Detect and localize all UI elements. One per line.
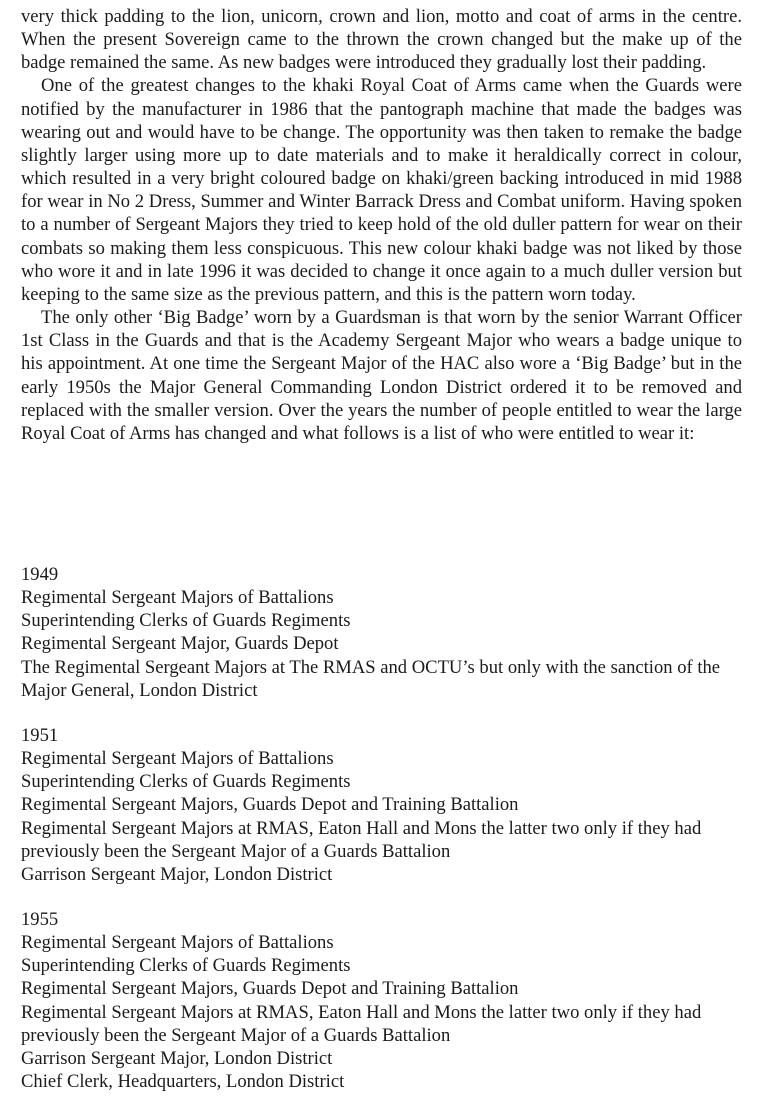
list-item: The Regimental Sergeant Majors at The RMAS and OCTU’s but only with the sanction of the Major General, London District [21, 656, 721, 701]
list-item: Garrison Sergeant Major, London District [21, 1047, 333, 1069]
list-item: Regimental Sergeant Majors of Battalions [21, 748, 334, 770]
list-section-1951 [21, 724, 742, 886]
paragraph-khaki-changes: One of the greatest changes to the khaki Royal Coat of Arms came when the Guards were notified by the manufacturer in 1986 that the pantograph machine that made the badges was wearing out and would have to be change. The opportunity was then taken to remake the badge slightly larger using more up to date materials and to make it heraldically correct in colour, which resulted in a very bright coloured badge on khaki/green backing introduced in mid 1988 for wear in No 2 Dress, Summer and Winter Barrack Dress and Combat uniform. Having spoken to a number of Sergeant Majors they tried to keep hold of the old duller pattern for wear on their combats so making them less conspicuous. This new colour khaki badge was not liked by those who wore it and in late 1996 it was decided to change it once again to a much duller version but keeping to the same size as the previous pattern, and this is the pattern worn today. [21, 75, 742, 305]
paragraph-big-badge: The only other ‘Big Badge’ worn by a Guardsman is that worn by the senior Warrant Officer 1st Class in the Guards and that is the Academy Sergeant Major who wears a badge unique to his appointment. At one time the Sergeant Major of the HAC also wore a ‘Big Badge’ but in the early 1950s the Major General Commanding London District ordered it to be removed and replaced with the smaller version. Over the years the number of people entitled to wear the large Royal Coat of Arms has changed and what follows is a list of who were entitled to wear it: [21, 307, 742, 444]
list-item: Regimental Sergeant Majors of Battalions [21, 932, 334, 954]
list-year-1949: 1949 [21, 564, 59, 585]
list-year-1955: 1955 [21, 909, 59, 930]
list-year-1951: 1951 [21, 725, 59, 746]
list-item: Regimental Sergeant Majors, Guards Depot and Training Battalion [21, 978, 519, 1000]
body-text [21, 5, 742, 445]
list-item: Superintending Clerks of Guards Regiments [21, 610, 351, 632]
list-item: Regimental Sergeant Majors at RMAS, Eaton Hall and Mons the latter two only if they had previously been the Sergeant Major of a Guards Battalion [21, 1001, 702, 1046]
list-item: Regimental Sergeant Major, Guards Depot [21, 633, 339, 655]
list-item: Chief Clerk, Headquarters, London District [21, 1071, 345, 1093]
list-item: Garrison Sergeant Major, London District [21, 863, 333, 885]
list-section-1949 [21, 563, 742, 702]
list-item: Regimental Sergeant Majors at RMAS, Eaton Hall and Mons the latter two only if they had previously been the Sergeant Major of a Guards Battalion [21, 817, 702, 862]
list-item: Superintending Clerks of Guards Regiments [21, 955, 351, 977]
list-item: Regimental Sergeant Majors of Battalions [21, 587, 334, 609]
paragraph-padding: very thick padding to the lion, unicorn, crown and lion, motto and coat of arms in the centre. When the present Sovereign came to the thrown the crown changed but the make up of the badge remained the same. As new badges were introduced they gradually lost their padding. [21, 6, 742, 74]
list-section-1955 [21, 908, 742, 1093]
list-item: Regimental Sergeant Majors, Guards Depot and Training Battalion [21, 794, 519, 816]
list-item: Superintending Clerks of Guards Regiments [21, 771, 351, 793]
